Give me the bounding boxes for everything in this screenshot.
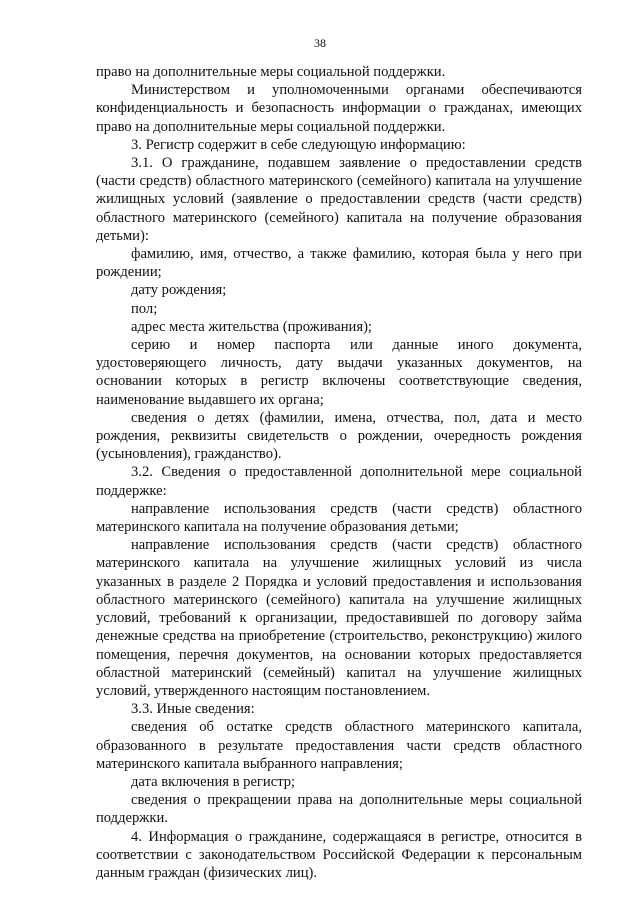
paragraph-item-3-2: 3.2. Сведения о предоставленной дополнительной мере социальной поддержке: bbox=[96, 464, 582, 499]
page-number: 38 bbox=[314, 36, 326, 50]
paragraph-sex: пол; bbox=[131, 300, 158, 317]
paragraph-children: сведения о детях (фамилии, имена, отчества, пол, дата и место рождения, реквизиты свидетельств о рождении, очередность рождения (усыновления), гражданство). bbox=[96, 409, 582, 463]
paragraph-birth-date: дату рождения; bbox=[131, 282, 227, 299]
paragraph-item-3-1: 3.1. О гражданине, подавшем заявление о предоставлении средств (части средств) областного материнского (семейного) капитала на улучшение жилищных условий (заявление о предоставлении средств (части средств) областного материнского (семейного) капитала на получение образования детьми): bbox=[96, 155, 582, 244]
paragraph-item-3: 3. Регистр содержит в себе следующую информацию: bbox=[131, 136, 466, 153]
paragraph-passport: серию и номер паспорта или данные иного документа, удостоверяющего личность, дату выдачи указанных документов, на основании которых в регистр включены соответствующие сведения, наименование выдавшего их органа; bbox=[96, 337, 582, 408]
paragraph-balance: сведения об остатке средств областного материнского капитала, образованного в результате предоставления части средств областного материнского капитала выбранного направления; bbox=[96, 719, 582, 772]
paragraph-termination: сведения о прекращении права на дополнительные меры социальной поддержки. bbox=[96, 792, 582, 827]
paragraph-confidentiality: Министерством и уполномоченными органами обеспечиваются конфиденциальность и безопасность информации о гражданах, имеющих право на дополнительные меры социальной поддержки. bbox=[96, 82, 582, 135]
paragraph-address: адрес места жительства (проживания); bbox=[131, 318, 372, 335]
paragraph-item-4: 4. Информация о гражданине, содержащаяся в регистре, относится в соответствии с законодательством Российской Федерации к персональным данным граждан (физических лиц). bbox=[96, 828, 582, 881]
paragraph-housing-direction: направление использования средств (части средств) областного материнского капитала на улучшение жилищных условий из числа указанных в разделе 2 Порядка и условий предоставления и использования областного материнского (семейного) капитала на улучшение жилищных условий, требований к организации, предоставившей по договору займа денежные средства на приобретение (строительство, реконструкцию) жилого помещения, перечня документов, на основании которых предоставляется областной материнский (семейный) капитал на улучшение жилищных условий, утвержденного настоящим постановлением. bbox=[96, 537, 582, 699]
document-body bbox=[96, 63, 582, 882]
paragraph-item-3-3: 3.3. Иные сведения: bbox=[131, 701, 255, 718]
paragraph-full-name: фамилию, имя, отчество, а также фамилию, которая была у него при рождении; bbox=[96, 246, 582, 281]
paragraph-education-direction: направление использования средств (части средств) областного материнского капитала на получение образования детьми; bbox=[96, 500, 582, 536]
paragraph-inclusion-date: дата включения в регистр; bbox=[131, 773, 296, 790]
paragraph-continuation: право на дополнительные меры социальной поддержки. bbox=[96, 64, 446, 80]
